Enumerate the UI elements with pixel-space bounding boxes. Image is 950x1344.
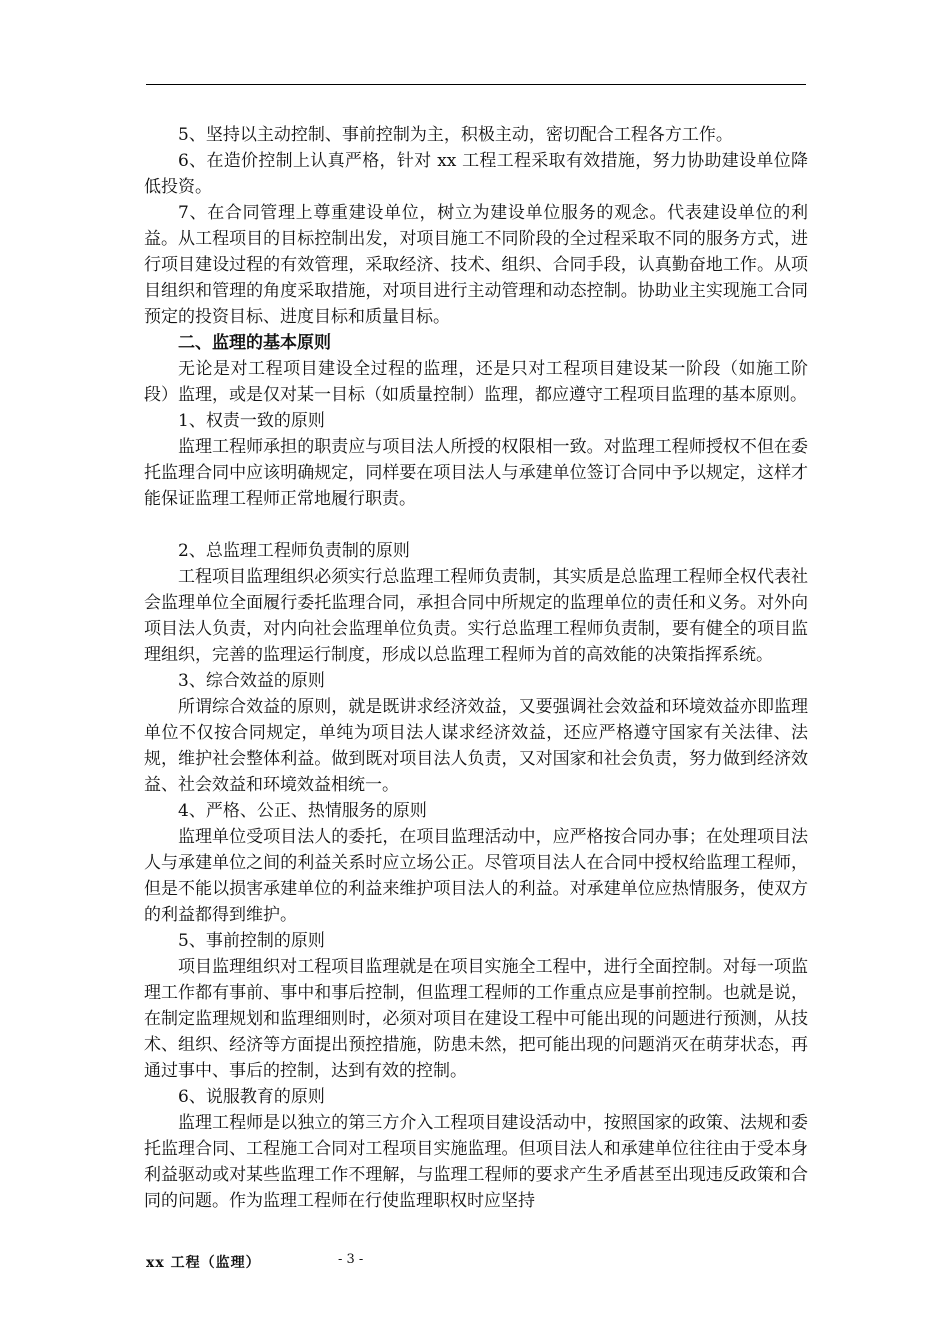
- paragraph-item-7: 7、在合同管理上尊重建设单位，树立为建设单位服务的观念。代表建设单位的利益。从工程项目的目标控制出发，对项目施工不同阶段的全过程采取不同的服务方式，进行项目建设过程的有效管理，采取经济、技术、组织、合同手段，认真勤奋地工作。从项目组织和管理的角度采取措施，对项目进行主动管理和动态控制。协助业主实现施工合同预定的投资目标、进度目标和质量目标。: [144, 203, 808, 327]
- paragraph-item-6: 6、在造价控制上认真严格，针对 xx 工程工程采取有效措施，努力协助建设单位降低投资。: [144, 151, 808, 197]
- section-intro: 无论是对工程项目建设全过程的监理，还是只对工程项目建设某一阶段（如施工阶段）监理，或是仅对某一目标（如质量控制）监理，都应遵守工程项目监理的基本原则。: [144, 359, 808, 405]
- principle-2-title: 2、总监理工程师负责制的原则: [178, 541, 410, 561]
- blank-line: [144, 512, 808, 538]
- principle-6-body: 监理工程师是以独立的第三方介入工程项目建设活动中，按照国家的政策、法规和委托监理合同、工程施工合同对工程项目实施监理。但项目法人和承建单位往往由于受本身利益驱动或对某些监理工作不理解，与监理工程师的要求产生矛盾甚至出现违反政策和合同的问题。作为监理工程师在行使监理职权时应坚持: [144, 1113, 808, 1211]
- principle-4-title: 4、严格、公正、热情服务的原则: [178, 801, 427, 821]
- principle-1-title: 1、权责一致的原则: [178, 411, 325, 431]
- document-body: [144, 122, 808, 1214]
- principle-4-body: 监理单位受项目法人的委托，在项目监理活动中，应严格按合同办事；在处理项目法人与承建单位之间的利益关系时应立场公正。尽管项目法人在合同中授权给监理工程师，但是不能以损害承建单位的利益来维护项目法人的利益。对承建单位应热情服务，使双方的利益都得到维护。: [144, 827, 808, 925]
- footer-page-number: - 3 -: [338, 1252, 364, 1267]
- principle-3-body: 所谓综合效益的原则，就是既讲求经济效益，又要强调社会效益和环境效益亦即监理单位不仅按合同规定，单纯为项目法人谋求经济效益，还应严格遵守国家有关法律、法规，维护社会整体利益。做到既对项目法人负责，又对国家和社会负责，努力做到经济效益、社会效益和环境效益相统一。: [144, 697, 808, 795]
- principle-2-body: 工程项目监理组织必须实行总监理工程师负责制，其实质是总监理工程师全权代表社会监理单位全面履行委托监理合同，承担合同中所规定的监理单位的责任和义务。对外向项目法人负责，对内向社会监理单位负责。实行总监理工程师负责制，要有健全的项目监理组织，完善的监理运行制度，形成以总监理工程师为首的高效能的决策指挥系统。: [144, 567, 808, 665]
- principle-6-title: 6、说服教育的原则: [178, 1087, 325, 1107]
- paragraph-item-5: 5、坚持以主动控制、事前控制为主，积极主动，密切配合工程各方工作。: [178, 125, 733, 145]
- principle-5-body: 项目监理组织对工程项目监理就是在项目实施全工程中，进行全面控制。对每一项监理工作都有事前、事中和事后控制，但监理工程师的工作重点应是事前控制。也就是说，在制定监理规划和监理细则时，必须对项目在建设工程中可能出现的问题进行预测，从技术、组织、经济等方面提出预控措施，防患未然，把可能出现的问题消灭在萌芽状态，再通过事中、事后的控制，达到有效的控制。: [144, 957, 808, 1081]
- principle-5-title: 5、事前控制的原则: [178, 931, 325, 951]
- footer-project-name: xx 工程（监理）: [146, 1255, 261, 1271]
- header-rule: [146, 84, 806, 85]
- section-heading: 二、监理的基本原则: [178, 333, 331, 353]
- principle-1-body: 监理工程师承担的职责应与项目法人所授的权限相一致。对监理工程师授权不但在委托监理合同中应该明确规定，同样要在项目法人与承建单位签订合同中予以规定，这样才能保证监理工程师正常地履行职责。: [144, 437, 808, 509]
- principle-3-title: 3、综合效益的原则: [178, 671, 325, 691]
